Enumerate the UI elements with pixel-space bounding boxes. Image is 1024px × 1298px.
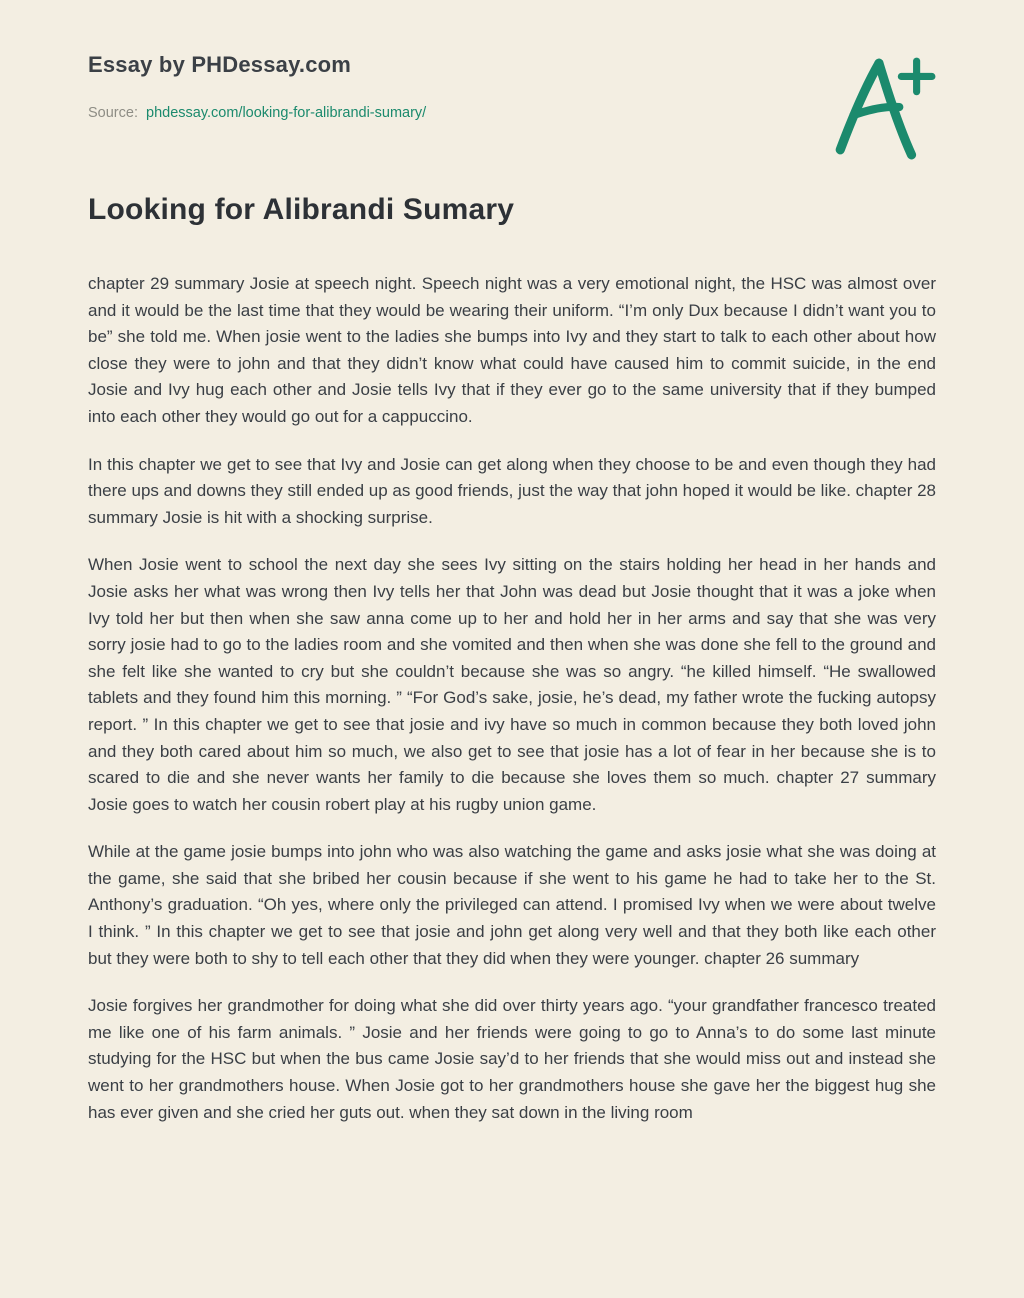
source-line	[88, 105, 936, 121]
essay-paragraph-5: Josie forgives her grandmother for doing what she did over thirty years ago. “your grandfather francesco treated me like one of his farm animals. ” Josie and her friends were going to go to Anna’s to do some last minute studying for the HSC but when the bus came Josie say’d to her friends that she would miss out and instead she went to her grandmothers house. When Josie got to her grandmothers house she gave her the biggest hug she has ever given and she cried her guts out. when they sat down in the living room	[88, 996, 936, 1122]
header-text-block	[88, 52, 936, 121]
essay-paragraph-3: When Josie went to school the next day she sees Ivy sitting on the stairs holding her head in her hands and Josie asks her what was wrong then Ivy tells her that John was dead but Josie thought that it was a joke when Ivy told her but then when she saw anna come up to her and hold her in her arms and say that she was very sorry josie had to go to the ladies room and she vomited and then when she was done she fell to the ground and she felt like she wanted to cry but she couldn’t because she was so angry. “he killed himself. “He swallowed tablets and they found him this morning. ” “For God’s sake, josie, he’s dead, my father wrote the fucking autopsy report. ” In this chapter we get to see that josie and ivy have so much in common because they both loved john and they both cared about him so much, we also get to see that josie has a lot of fear in her because she is to scared to die and she never wants her family to die because she loves them so much. chapter 27 summary Josie goes to watch her cousin robert play at his rugby union game.	[88, 555, 936, 814]
phdessay-a-plus-logo-icon	[826, 50, 938, 162]
page-header	[0, 0, 1024, 121]
essay-paragraph-1: chapter 29 summary Josie at speech night. Speech night was a very emotional night, the HSC was almost over and it would be the last time that they would be wearing their uniform. “I’m only Dux because I didn’t want you to be” she told me. When josie went to the ladies she bumps into Ivy and they start to talk to each other about how close they were to john and that they didn’t know what could have caused him to commit suicide, in the end Josie and Ivy hug each other and Josie tells Ivy that if they ever go to the same university that if they bumped into each other they would go out for a cappuccino.	[88, 274, 936, 426]
byline: Essay by PHDessay.com	[88, 52, 352, 77]
essay-body	[88, 271, 936, 1126]
essay-title: Looking for Alibrandi Sumary	[88, 193, 515, 226]
source-label: Source:	[88, 105, 138, 121]
essay-paragraph-2: In this chapter we get to see that Ivy and Josie can get along when they choose to be and even though they had there ups and downs they still ended up as good friends, just the way that john hoped it would be like. chapter 28 summary Josie is hit with a shocking surprise.	[88, 454, 936, 527]
essay-paragraph-4: While at the game josie bumps into john who was also watching the game and asks josie what she was doing at the game, she said that she bribed her cousin because if she went to his game he had to take her to the St. Anthony’s graduation. “Oh yes, where only the privileged can attend. I promised Ivy when we were about twelve I think. ” In this chapter we get to see that josie and john get along very well and that they both like each other but they were both to shy to tell each other that they did when they were younger. chapter 26 summary	[88, 842, 936, 968]
source-link[interactable]: phdessay.com/looking-for-alibrandi-sumary/	[146, 105, 427, 121]
